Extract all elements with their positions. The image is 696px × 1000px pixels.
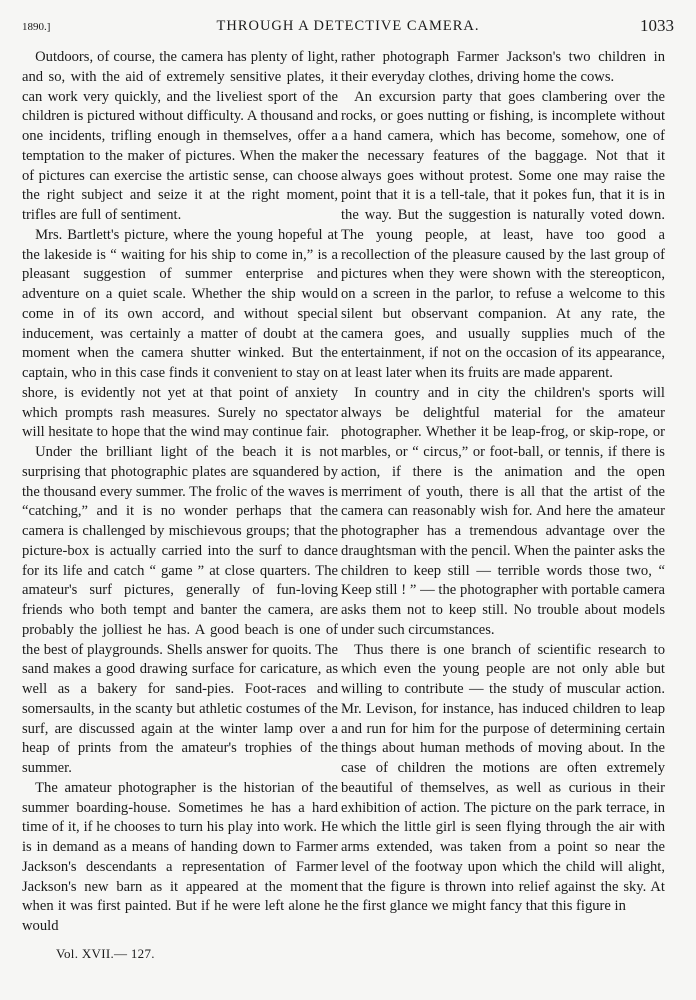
paragraph-continued: rather photograph Farmer Jackson's two children in their everyday clothes, driving home the cows. bbox=[341, 49, 665, 85]
paragraph: Mrs. Bartlett's picture, where the young hopeful at the lakeside is “ waiting for his ship to come in,” is a pleasant suggestion of summer enterprise and adventure on a quiet scale. Whether the ship would come in of its own accord, and without special inducement, was certainly a matter of doubt at the moment when the camera shutter winked. But the captain, who in this case finds it convenient to stay on shore, is evidently not yet at that point of anxiety which prompts rash measures. Surely no spectator will hesitate to hope that the wind may continue fair. bbox=[22, 226, 338, 441]
paragraph: The amateur photographer is the historian of the summer boarding-house. Sometimes he has a hard time of it, if he chooses to turn his play into work. He is in demand as a means of handing down to Farmer Jackson's descendants a representation of Farmer Jackson's new barn as it appeared at the moment when it was first painted. But if he were left alone he would bbox=[22, 779, 338, 934]
header-title: THROUGH A DETECTIVE CAMERA. bbox=[216, 18, 480, 34]
signature-mark: Vol. XVII.— 127. bbox=[56, 946, 155, 961]
paragraph: Outdoors, of course, the camera has plenty of light, and so, with the aid of extremely sensitive plates, it can work very quickly, and the liveliest sport of the children is pictured without difficulty. A thousand and one incidents, trifling enough in themselves, offer a temptation to the maker of pictures. When the maker of pictures can exercise the artistic sense, can choose the right subject and seize it at the right moment, trifles are full of sentiment. bbox=[22, 49, 338, 223]
page-number: 1033 bbox=[640, 16, 674, 35]
paragraph: Under the brilliant light of the beach it is not surprising that photographic plates are squandered by the thousand every summer. The frolic of the waves is “catching,” and it is no wonder perhaps that the camera is challenged by mischievous groups; that the picture-box is actually carried into the surf to dance for its life and catch “ game ” at close quarters. The amateur's surf pictures, generally of fun-loving friends who both tempt and banter the camera, are probably the jolliest he has. A good beach is one of the best of playgrounds. Shells answer for quoits. The sand makes a good drawing surface for caricature, as well as a bakery for sand-pies. Foot-races and somersaults, in the scanty but athletic costumes of the surf, are discussed again at the winter lamp over a heap of prints from the amateur's trophies of the summer. bbox=[22, 444, 338, 776]
paragraph: In country and in city the children's sports will always be delightful material for the amateur photographer. Whether it be leap-frog, or skip-rope, or marbles, or “ circus,” or foot-ball, or tennis, if there is action, if there is the animation and the open merriment of youth, there is all that the artist of the camera can reasonably wish for. And here the amateur photographer has a tremendous advantage over the draughtsman with the pencil. When the painter asks the children to keep still — terrible words those two, “ Keep still ! ” — the photographer with portable camera asks them not to keep still. No trouble about models under such circumstances. bbox=[341, 384, 665, 638]
paragraph: Thus there is one branch of scientific research to which even the young people are not only able but willing to contribute — the study of muscular action. Mr. Levison, for instance, has induced children to leap and run for him for the purpose of determining certain things about human methods of moving about. In the case of children the motions are often extremely beautiful of themselves, as well as curious in their exhibition of action. The picture on the park terrace, in which the little girl is seen flying through the air with arms extended, was taken from a point so near the level of the footway upon which the child will alight, that the figure is thrown into relief against the sky. At the first glance we might fancy that this figure in bbox=[341, 641, 665, 915]
header-date: 1890.] bbox=[22, 21, 51, 33]
running-head bbox=[22, 16, 674, 38]
right-column bbox=[341, 48, 665, 917]
left-column bbox=[22, 48, 338, 937]
paragraph: An excursion party that goes clambering over the rocks, or goes nutting or fishing, is incomplete without a hand camera, which has become, somehow, one of the necessary features of the baggage. Not that it always goes without protest. Some one may raise the point that it is a tell-tale, that it pokes fun, that it is in the way. But the suggestion is naturally voted down. The young people, at least, have too good a recollection of the pleasure caused by the last group of pictures when they were shown with the stereopticon, on a screen in the parlor, to refuse a welcome to this silent but observant companion. At any rate, the camera goes, and usually supplies much of the entertainment, if not on the occasion of its appearance, at least later when its fruits are made apparent. bbox=[341, 88, 665, 381]
